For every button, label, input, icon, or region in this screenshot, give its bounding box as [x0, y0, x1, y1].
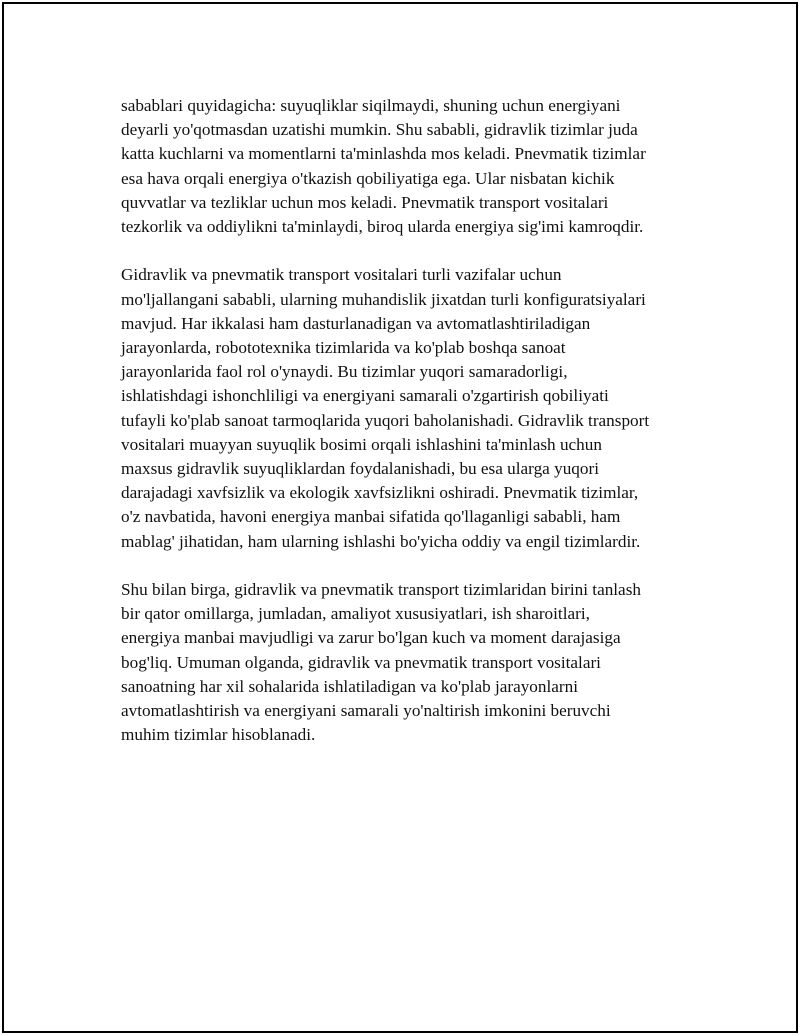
page-border [2, 2, 798, 1033]
text-line: mavjud. Har ikkalasi ham dasturlanadigan va avtomatlashtiriladigan [121, 313, 591, 333]
text-line: tezkorlik va oddiylikni ta'minlaydi, biroq ularda energiya sig'imi kamroqdir. [121, 217, 644, 237]
text-line: sabablari quyidagicha: suyuqliklar siqilmaydi, shuning uchun energiyani [121, 96, 621, 115]
text-line: avtomatlashtirish va energiyani samarali yo'naltirish imkonini beruvchi [121, 701, 611, 721]
text-line: energiya manbai mavjudligi va zarur bo'lgan kuch va moment darajasiga [121, 628, 621, 648]
text-line: tufayli ko'plab sanoat tarmoqlarida yuqori baholanishadi. Gidravlik transport [121, 410, 650, 430]
text-line: quvvatlar va tezliklar uchun mos keladi. Pnevmatik transport vositalari [121, 192, 609, 212]
text-line: darajadagi xavfsizlik va ekologik xavfsizlikni oshiradi. Pnevmatik tizimlar, [121, 483, 639, 503]
paragraph-2 [121, 263, 696, 553]
text-line: muhim tizimlar hisoblanadi. [121, 725, 316, 745]
paragraph-1 [121, 94, 696, 239]
document-body [121, 94, 696, 772]
text-line: o'z navbatida, havoni energiya manbai sifatida qo'llaganligi sababli, ham [121, 507, 621, 527]
text-line: mo'ljallangani sababli, ularning muhandislik jixatdan turli konfiguratsiyalari [121, 289, 646, 309]
text-line: bog'liq. Umuman olganda, gidravlik va pnevmatik transport vositalari [121, 652, 601, 672]
paragraph-3 [121, 578, 696, 747]
text-line: Gidravlik va pnevmatik transport vositalari turli vazifalar uchun [121, 265, 562, 285]
text-line: katta kuchlarni va momentlarni ta'minlashda mos keladi. Pnevmatik tizimlar [121, 144, 646, 164]
text-line: ishlatishdagi ishonchliligi va energiyani samarali o'zgartirish qobiliyati [121, 386, 609, 406]
text-line: vositalari muayyan suyuqlik bosimi orqali ishlashini ta'minlash uchun [121, 434, 602, 454]
text-line: jarayonlarida faol rol o'ynaydi. Bu tizimlar yuqori samaradorligi, [121, 362, 568, 382]
text-line: jarayonlarda, robototexnika tizimlarida va ko'plab boshqa sanoat [121, 338, 566, 358]
text-line: mablag' jihatidan, ham ularning ishlashi bo'yicha oddiy va engil tizimlardir. [121, 531, 641, 551]
text-line: sanoatning har xil sohalarida ishlatiladigan va ko'plab jarayonlarni [121, 676, 578, 696]
text-line: deyarli yo'qotmasdan uzatishi mumkin. Shu sababli, gidravlik tizimlar juda [121, 120, 638, 140]
text-line: esa hava orqali energiya o'tkazish qobiliyatiga ega. Ular nisbatan kichik [121, 168, 615, 188]
text-line: bir qator omillarga, jumladan, amaliyot xususiyatlari, ish sharoitlari, [121, 604, 590, 624]
text-line: Shu bilan birga, gidravlik va pnevmatik transport tizimlaridan birini tanlash [121, 580, 641, 600]
text-line: maxsus gidravlik suyuqliklardan foydalanishadi, bu esa ularga yuqori [121, 459, 599, 479]
